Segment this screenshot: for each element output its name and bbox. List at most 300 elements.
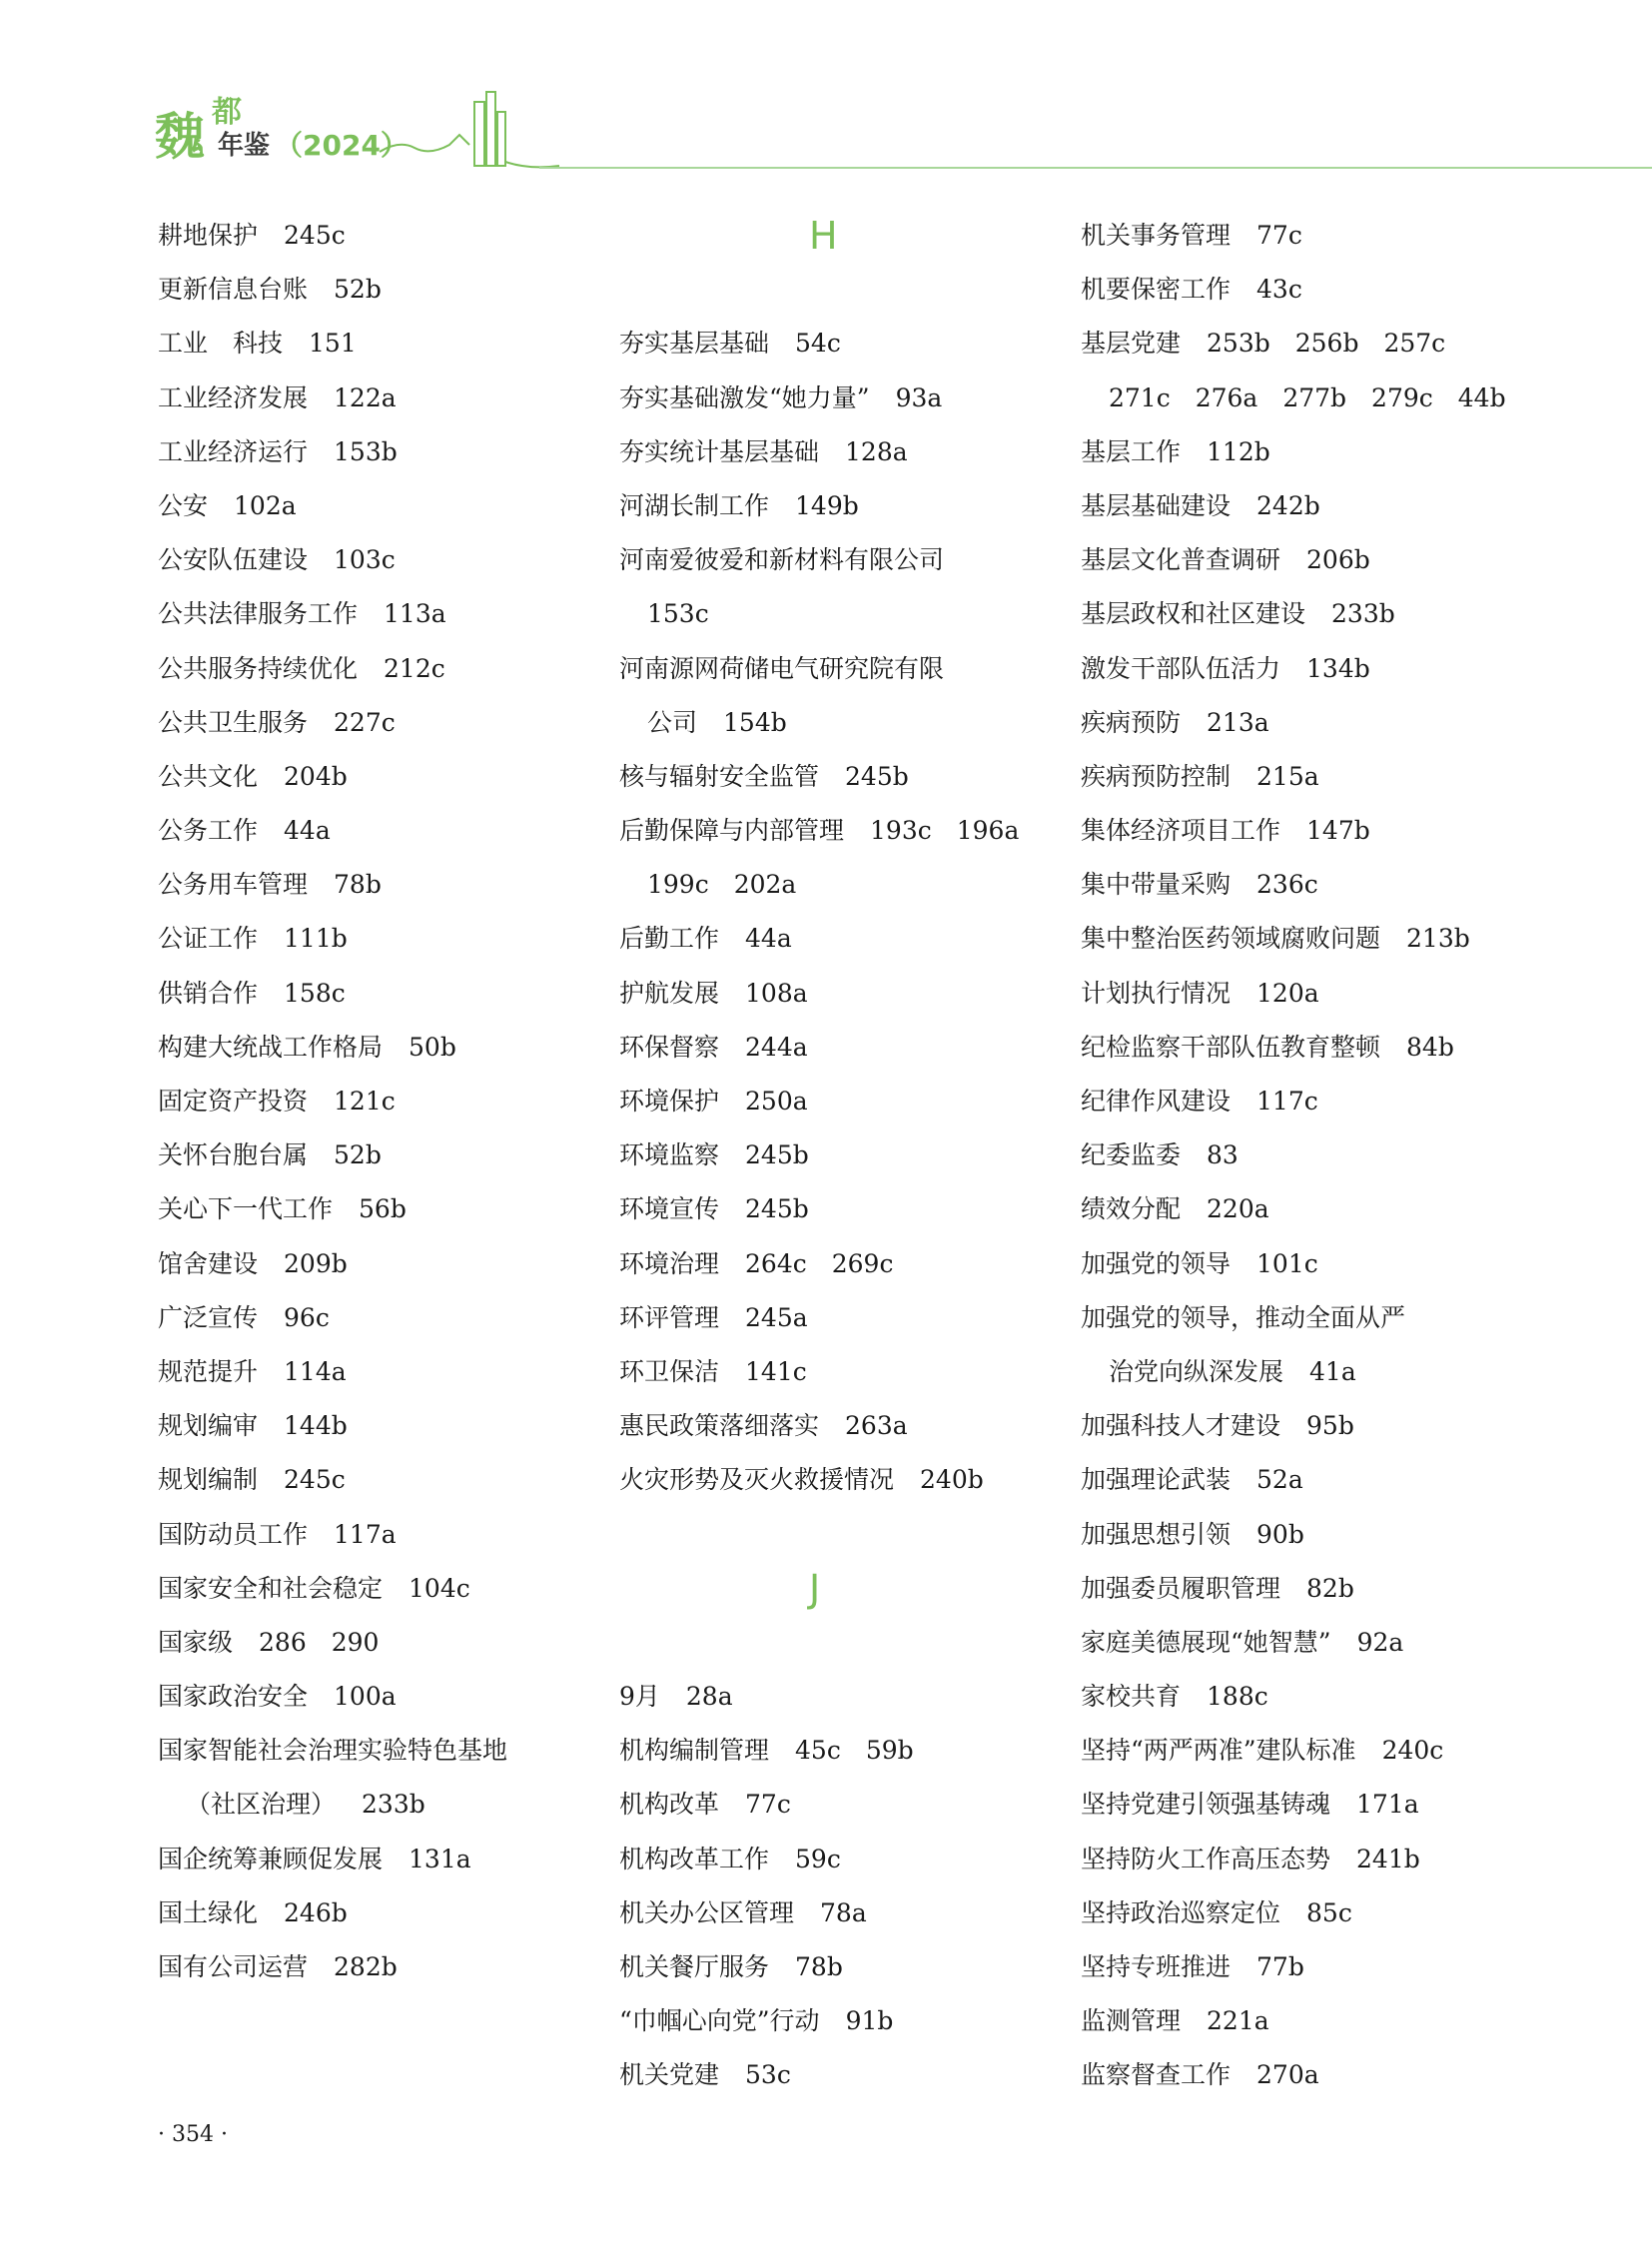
index-column-3 [1081, 209, 1570, 2103]
index-entry [1081, 1399, 1570, 1453]
index-term: 机构改革工作 [619, 1844, 770, 1873]
index-entry [158, 1724, 577, 1778]
index-term: 基层工作 [1081, 436, 1182, 466]
index-page-refs: 52b [334, 275, 382, 305]
index-page-refs: 41a [1309, 1356, 1356, 1386]
index-page-refs: 114a [284, 1356, 347, 1386]
index-entry [1081, 804, 1570, 858]
index-entry [1081, 2048, 1570, 2102]
index-entry [1081, 1182, 1570, 1236]
index-term: 家校共育 [1081, 1682, 1182, 1712]
index-entry [158, 317, 577, 371]
index-entry [619, 1724, 1049, 1778]
index-term: 机关党建 [619, 2060, 720, 2090]
index-page-refs: 93a [895, 382, 943, 412]
index-term: 河湖长制工作 [619, 490, 770, 520]
index-term: 坚持专班推进 [1081, 1952, 1232, 1981]
index-page-refs: 244a [745, 1032, 808, 1062]
index-page-refs: 52b [334, 1140, 382, 1170]
index-term: 环境保护 [619, 1087, 720, 1117]
index-term: 更新信息台账 [158, 275, 309, 305]
index-term: 基层党建 [1081, 329, 1182, 359]
index-page-refs: 44a [284, 816, 331, 846]
index-section-letter: H [809, 214, 838, 258]
index-entry [619, 1940, 1049, 1994]
index-term: 环境宣传 [619, 1194, 720, 1224]
index-page-refs: 245c [284, 221, 346, 250]
index-entry-continuation [619, 696, 1049, 750]
index-term: 国家政治安全 [158, 1682, 309, 1712]
index-term: 疾病预防控制 [1081, 761, 1232, 791]
index-page-refs: 171a [1356, 1790, 1419, 1820]
index-entry [158, 479, 577, 533]
index-entry [619, 1833, 1049, 1886]
index-term: 国企统筹兼顾促发展 [158, 1844, 384, 1873]
index-entry [1081, 1562, 1570, 1616]
index-term: 夯实基层基础 [619, 329, 770, 359]
index-page-refs: 220a [1207, 1194, 1269, 1224]
index-term: 公安 [158, 490, 209, 520]
index-entry [158, 750, 577, 804]
index-entry [158, 425, 577, 479]
index-term: 9月 [619, 1682, 660, 1712]
index-page-refs: 153b [334, 436, 398, 466]
index-entry [619, 372, 1049, 425]
logo-title: 年鉴 [218, 131, 271, 161]
index-entry [158, 1182, 577, 1236]
index-term: 公司 [647, 707, 698, 737]
skyline-logo-graphic [380, 90, 559, 170]
index-entry [619, 1778, 1049, 1832]
index-term: 环境治理 [619, 1248, 720, 1278]
index-page-refs: 209b [284, 1248, 348, 1278]
index-page-refs: 245b [745, 1140, 809, 1170]
index-entry [1081, 1508, 1570, 1562]
index-entry [158, 1833, 577, 1886]
index-entry [619, 1237, 1049, 1291]
index-page-refs: 45c 59b [795, 1736, 914, 1766]
index-page-refs: 101c [1256, 1248, 1318, 1278]
index-term: 公务用车管理 [158, 870, 309, 900]
index-page-refs: 113a [384, 599, 446, 629]
index-entry [1081, 533, 1570, 587]
index-term: 工业经济运行 [158, 436, 309, 466]
index-page-refs: 103c [334, 545, 396, 575]
index-term: 国家安全和社会稳定 [158, 1573, 384, 1603]
index-entry [158, 1886, 577, 1940]
index-term: 加强党的领导，推动全面从严 [1081, 1302, 1406, 1332]
index-term: 耕地保护 [158, 221, 259, 250]
index-entry [1081, 1453, 1570, 1507]
index-page-refs: 147b [1306, 816, 1370, 846]
index-entry [158, 263, 577, 317]
index-term: 惠民政策落细落实 [619, 1411, 820, 1441]
index-column-2 [619, 209, 1049, 2103]
index-entry [158, 1075, 577, 1128]
index-entry [619, 750, 1049, 804]
index-term: 坚持政治巡察定位 [1081, 1897, 1281, 1927]
index-page-refs: 77b [1256, 1952, 1304, 1981]
index-entry [158, 1670, 577, 1724]
index-entry [1081, 1886, 1570, 1940]
index-term: 家庭美德展现“她智慧” [1081, 1627, 1331, 1657]
index-page-refs: 193c 196a [870, 816, 1020, 846]
index-page-refs: 85c [1306, 1897, 1352, 1927]
index-term: 坚持“两严两准”建队标准 [1081, 1736, 1356, 1766]
index-term: 疾病预防 [1081, 707, 1182, 737]
index-entry [619, 1886, 1049, 1940]
index-page-refs: 53c [745, 2060, 791, 2090]
index-term: 夯实统计基层基础 [619, 436, 820, 466]
index-term: 夯实基础激发“她力量” [619, 382, 870, 412]
index-entry [158, 804, 577, 858]
index-page-refs: 227c [334, 707, 396, 737]
index-entry [619, 1182, 1049, 1236]
index-page-refs: 151 [309, 329, 357, 359]
index-term: 加强委员履职管理 [1081, 1573, 1281, 1603]
index-page-refs: 128a [845, 436, 908, 466]
index-page-refs: 117a [334, 1519, 397, 1549]
index-entry [158, 1562, 577, 1616]
index-term: 集中带量采购 [1081, 870, 1232, 900]
index-term: 纪检监察干部队伍教育整顿 [1081, 1032, 1381, 1062]
index-entry [158, 1345, 577, 1399]
index-page-refs: 44a [745, 924, 792, 954]
index-entry-continuation [1081, 1345, 1570, 1399]
index-page-refs: 122a [334, 382, 397, 412]
index-entry [619, 1021, 1049, 1075]
index-term: 关心下一代工作 [158, 1194, 334, 1224]
index-term: 供销合作 [158, 978, 259, 1008]
index-page-refs: 233b [362, 1790, 425, 1820]
index-page-refs: 90b [1256, 1519, 1304, 1549]
section-spacer [619, 1508, 1049, 1562]
index-page-refs: 245a [745, 1302, 808, 1332]
index-term: 工业 科技 [158, 329, 284, 359]
index-page-refs: 54c [795, 329, 841, 359]
index-entry [158, 1021, 577, 1075]
index-page-refs: 215a [1256, 761, 1319, 791]
index-page-refs: 77c [1256, 221, 1302, 250]
index-entry [158, 696, 577, 750]
index-term: 国土绿化 [158, 1897, 259, 1927]
index-page-refs: 158c [284, 978, 346, 1008]
index-entry [1081, 1075, 1570, 1128]
index-term: 纪委监委 [1081, 1140, 1182, 1170]
index-page-refs: 213a [1207, 707, 1269, 737]
index-term: 机关餐厅服务 [619, 1952, 770, 1982]
index-page-refs: 250a [745, 1087, 808, 1117]
index-term: 构建大统战工作格局 [158, 1032, 384, 1062]
index-page-refs: 102a [234, 490, 297, 520]
index-page-refs: 153c [647, 599, 709, 629]
index-page-refs: 104c [409, 1573, 470, 1603]
page-header [0, 0, 1652, 180]
index-entry [158, 1940, 577, 1994]
index-entry [158, 967, 577, 1021]
index-page-refs: 149b [795, 490, 859, 520]
index-entry [158, 912, 577, 966]
index-entry-continuation [1081, 372, 1570, 425]
index-page-refs: 236c [1256, 870, 1318, 900]
logo-top-character: 都 [212, 95, 242, 130]
index-page-refs: 50b [409, 1032, 456, 1062]
index-term: 加强党的领导 [1081, 1248, 1232, 1278]
index-page-refs: 28a [685, 1682, 733, 1712]
index-term: 河南爱彼爱和新材料有限公司 [619, 545, 945, 575]
index-page-refs: 144b [284, 1411, 348, 1441]
index-entry [619, 1399, 1049, 1453]
index-page-refs: 91b [845, 2006, 894, 2036]
index-entry-continuation [158, 1778, 577, 1832]
index-entry [1081, 696, 1570, 750]
index-entry [1081, 1778, 1570, 1832]
index-page-refs: 92a [1356, 1627, 1404, 1657]
index-page-refs: 120a [1256, 978, 1319, 1008]
index-term: 公共服务持续优化 [158, 653, 359, 683]
index-page-refs: 241b [1356, 1844, 1420, 1873]
index-entry [158, 209, 577, 263]
index-term: 环卫保洁 [619, 1356, 720, 1386]
index-page-refs: 199c 202a [647, 870, 797, 900]
index-page-refs: 213b [1406, 924, 1470, 954]
index-term: 绩效分配 [1081, 1194, 1182, 1224]
index-page-refs: 52a [1256, 1465, 1303, 1495]
index-term: 机构编制管理 [619, 1736, 770, 1766]
index-entry [1081, 1994, 1570, 2048]
index-entry [158, 1128, 577, 1182]
index-entry [619, 912, 1049, 966]
index-page-refs: 264c 269c [745, 1248, 894, 1278]
index-entry [158, 1453, 577, 1507]
index-term: 机要保密工作 [1081, 275, 1232, 305]
index-term: 规划编制 [158, 1465, 259, 1495]
index-entry [1081, 1616, 1570, 1670]
index-page-refs: 78a [820, 1897, 867, 1927]
index-term: 监察督查工作 [1081, 2060, 1232, 2090]
index-entry [619, 1291, 1049, 1345]
index-term: 河南源网荷储电气研究院有限 [619, 653, 945, 683]
index-term: 机构改革 [619, 1790, 720, 1820]
index-term: 规划编审 [158, 1411, 259, 1441]
index-term: 后勤工作 [619, 924, 720, 954]
index-page-refs: 96c [284, 1302, 330, 1332]
index-page-refs: 78b [334, 870, 382, 900]
index-term: 环保督察 [619, 1032, 720, 1062]
index-term: 国家智能社会治理实验特色基地 [158, 1736, 508, 1766]
index-term: 公共文化 [158, 761, 259, 791]
index-page-refs: 233b [1331, 599, 1395, 629]
index-entry [619, 967, 1049, 1021]
index-page-refs: 270a [1256, 2060, 1319, 2090]
index-page-refs: 117c [1256, 1087, 1318, 1116]
index-term: 纪律作风建设 [1081, 1087, 1232, 1116]
index-column-1 [158, 209, 577, 1994]
index-term: 公安队伍建设 [158, 545, 309, 575]
index-entry [619, 642, 1049, 696]
index-entry [619, 479, 1049, 533]
index-entry [619, 1453, 1049, 1507]
index-page-refs: 59c [795, 1844, 841, 1873]
index-page-refs: 263a [845, 1411, 908, 1441]
index-page-refs: 286 290 [259, 1627, 380, 1657]
index-page-refs: 188c [1207, 1682, 1268, 1712]
index-term: 加强思想引领 [1081, 1519, 1232, 1549]
index-page-refs: 141c [745, 1356, 807, 1386]
index-term: 固定资产投资 [158, 1087, 309, 1116]
index-entry [158, 1237, 577, 1291]
index-entry [158, 533, 577, 587]
index-term: 激发干部队伍活力 [1081, 653, 1281, 683]
index-page-refs: 242b [1256, 490, 1320, 520]
index-page-refs: 112b [1207, 436, 1270, 466]
index-term: 治党向纵深发展 [1109, 1356, 1284, 1386]
index-page-refs: 111b [284, 924, 348, 954]
index-term: 环评管理 [619, 1302, 720, 1332]
index-entry [158, 1399, 577, 1453]
logo-character: 魏 [155, 108, 205, 166]
index-term: 国防动员工作 [158, 1519, 309, 1549]
index-term: 国家级 [158, 1627, 234, 1657]
index-term: 基层基础建设 [1081, 490, 1232, 520]
index-term: 坚持防火工作高压态势 [1081, 1844, 1331, 1873]
index-term: 规范提升 [158, 1356, 259, 1386]
index-term: 基层政权和社区建设 [1081, 599, 1306, 629]
index-page-refs: 95b [1306, 1411, 1354, 1441]
index-entry [1081, 967, 1570, 1021]
index-entry [619, 1670, 1049, 1724]
index-term: 公共卫生服务 [158, 707, 309, 737]
index-page-refs: 83 [1207, 1140, 1239, 1170]
index-term: 监测管理 [1081, 2006, 1182, 2036]
index-page-refs: 245b [745, 1194, 809, 1224]
index-entry [1081, 1670, 1570, 1724]
index-entry [619, 1128, 1049, 1182]
index-entry [1081, 642, 1570, 696]
index-term: 核与辐射安全监管 [619, 761, 820, 791]
index-entry [619, 425, 1049, 479]
index-entry [619, 804, 1049, 858]
index-entry [619, 1075, 1049, 1128]
index-page-refs: 282b [334, 1952, 398, 1981]
index-entry [619, 1345, 1049, 1399]
index-page-refs: 240b [920, 1465, 984, 1495]
index-page-refs: 253b 256b 257c [1207, 329, 1446, 359]
index-entry [1081, 479, 1570, 533]
index-term: 加强科技人才建设 [1081, 1411, 1281, 1441]
index-entry [1081, 317, 1570, 371]
index-entry-continuation [619, 587, 1049, 641]
index-term: 机关事务管理 [1081, 221, 1232, 250]
index-entry [1081, 912, 1570, 966]
index-term: 火灾形势及灭火救援情况 [619, 1465, 895, 1495]
index-entry [158, 1508, 577, 1562]
index-page-refs: 206b [1306, 545, 1370, 575]
index-entry [158, 1616, 577, 1670]
index-entry [1081, 1940, 1570, 1994]
index-entry-continuation [619, 858, 1049, 912]
index-entry [1081, 209, 1570, 263]
index-term: 基层文化普查调研 [1081, 545, 1281, 575]
index-entry [1081, 263, 1570, 317]
index-page-refs: 246b [284, 1897, 348, 1927]
index-page-refs: 77c [745, 1790, 791, 1820]
index-term: 关怀台胞台属 [158, 1140, 309, 1170]
index-term: 后勤保障与内部管理 [619, 816, 845, 846]
index-term: 广泛宣传 [158, 1302, 259, 1332]
index-page-refs: 43c [1256, 275, 1302, 305]
index-page-refs: 134b [1306, 653, 1370, 683]
index-entry [1081, 1291, 1570, 1345]
index-term: 集中整治医药领域腐败问题 [1081, 924, 1381, 954]
index-entry [619, 2048, 1049, 2102]
index-page-refs: 154b [723, 707, 787, 737]
index-term: 护航发展 [619, 978, 720, 1008]
index-entry [1081, 1237, 1570, 1291]
index-entry [619, 1994, 1049, 2048]
index-entry [619, 317, 1049, 371]
index-section-letter: J [809, 1566, 821, 1611]
index-entry [1081, 858, 1570, 912]
index-entry [158, 1291, 577, 1345]
index-page-refs: 56b [359, 1194, 407, 1224]
index-page-refs: 121c [334, 1087, 396, 1116]
index-page-refs: 78b [795, 1952, 843, 1982]
page-number: · 354 · [158, 2122, 228, 2147]
index-page-refs: 204b [284, 761, 348, 791]
index-term: 计划执行情况 [1081, 978, 1232, 1008]
index-term: “巾帼心向党”行动 [619, 2006, 820, 2036]
index-entry [619, 533, 1049, 587]
index-entry [1081, 1833, 1570, 1886]
index-term: 公务工作 [158, 816, 259, 846]
index-page-refs: 245c [284, 1465, 346, 1495]
index-term: （社区治理） [186, 1790, 337, 1820]
index-term: 集体经济项目工作 [1081, 816, 1281, 846]
index-term: 国有公司运营 [158, 1952, 309, 1981]
index-term: 工业经济发展 [158, 382, 309, 412]
index-entry [1081, 1128, 1570, 1182]
index-page-refs: 221a [1207, 2006, 1269, 2036]
index-term: 机关办公区管理 [619, 1897, 795, 1927]
index-page-refs: 100a [334, 1682, 397, 1712]
logo-year: （2024） [275, 129, 409, 162]
index-page-refs: 82b [1306, 1573, 1354, 1603]
index-term: 加强理论武装 [1081, 1465, 1232, 1495]
index-page-refs: 84b [1406, 1032, 1454, 1062]
index-entry [158, 858, 577, 912]
index-entry [1081, 425, 1570, 479]
header-rule [539, 167, 1652, 169]
index-term: 公证工作 [158, 924, 259, 954]
index-entry [1081, 1021, 1570, 1075]
index-term: 馆舍建设 [158, 1248, 259, 1278]
index-entry [158, 642, 577, 696]
index-entry [1081, 750, 1570, 804]
index-page-refs: 245b [845, 761, 909, 791]
index-page-refs: 108a [745, 978, 808, 1008]
index-entry [1081, 1724, 1570, 1778]
index-page-refs: 131a [409, 1844, 471, 1873]
index-term: 公共法律服务工作 [158, 599, 359, 629]
index-term: 环境监察 [619, 1140, 720, 1170]
index-term: 坚持党建引领强基铸魂 [1081, 1790, 1331, 1820]
index-page-refs: 212c [384, 653, 445, 683]
index-page-refs: 271c 276a 277b 279c 44b [1109, 382, 1506, 412]
index-entry [158, 587, 577, 641]
index-entry [158, 372, 577, 425]
index-page-refs: 240c [1381, 1736, 1444, 1766]
